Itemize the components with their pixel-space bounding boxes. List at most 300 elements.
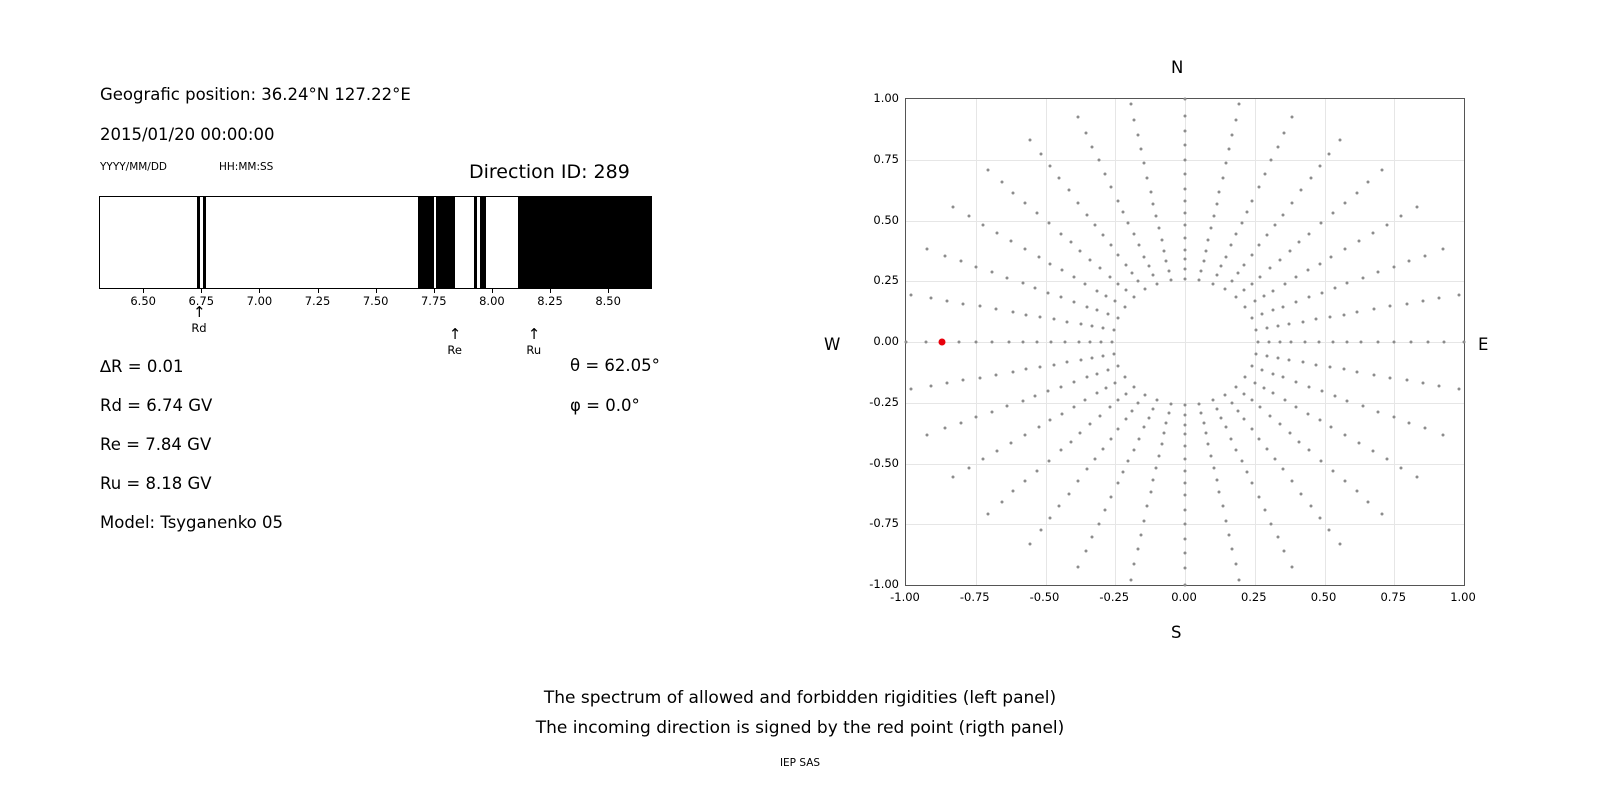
direction-point [1116,365,1119,368]
direction-point [990,271,993,274]
direction-point [1049,262,1052,265]
direction-point [1072,276,1075,279]
direction-point [1315,363,1318,366]
x-axis-tick-label: 0.50 [1310,590,1337,604]
direction-point [1160,238,1163,241]
direction-point [1049,165,1052,168]
rigidity-spectrum-axis [99,289,652,357]
direction-point [1112,353,1115,356]
direction-point [1309,504,1312,507]
direction-point [1343,480,1346,483]
caption-line-1: The spectrum of allowed and forbidden rigidities (left panel) [543,688,1057,708]
x-axis-tick-label: 0.25 [1240,590,1267,604]
direction-point [1157,455,1160,458]
direction-point [1361,405,1364,408]
direction-point [1059,449,1062,452]
direction-point [1184,224,1187,227]
direction-point [1204,250,1207,253]
direction-point [1290,565,1293,568]
direction-point [1346,399,1349,402]
direction-point [1038,315,1041,318]
direction-point [1006,276,1009,279]
direction-point [1235,296,1238,299]
x-axis-tick-label: 0.00 [1171,590,1197,604]
direction-point [1132,233,1135,236]
direction-point [1309,177,1312,180]
direction-point [1220,417,1223,420]
direction-point [1281,376,1284,379]
selected-direction-point[interactable] [939,339,946,346]
direction-point [1244,376,1247,379]
direction-point [1346,282,1349,285]
axis-tick-label: 7.75 [420,294,447,308]
direction-point [1061,269,1064,272]
direction-point [1169,402,1172,405]
direction-point [1059,232,1062,235]
compass-west-label: W [824,335,841,354]
direction-point [1184,552,1187,555]
direction-point [1184,277,1187,280]
direction-point [1281,305,1284,308]
direction-point [1047,222,1050,225]
forbidden-band [518,197,651,288]
direction-point [1110,186,1113,189]
direction-point [1210,455,1213,458]
direction-point [1156,399,1159,402]
direction-point [1307,385,1310,388]
direction-point [1441,248,1444,251]
direction-point [1251,482,1254,485]
direction-point [1287,322,1290,325]
direction-point [1318,419,1321,422]
direction-point [1132,385,1135,388]
direction-point [1143,519,1146,522]
direction-point [1114,300,1117,303]
direction-point [1278,341,1281,344]
direction-point [996,231,999,234]
direction-point [1235,448,1238,451]
direction-point [1010,442,1013,445]
direction-point [1330,255,1333,258]
gridline-horizontal [906,281,1464,282]
direction-point [1116,399,1119,402]
direction-point [1125,417,1128,420]
direction-point [1184,469,1187,472]
direction-point [1228,534,1231,537]
direction-point [1218,190,1221,193]
direction-point [1184,268,1187,271]
direction-point [910,388,913,391]
direction-point [995,308,998,311]
forbidden-band [203,197,206,288]
direction-point [1036,469,1039,472]
direction-point [1238,579,1241,582]
direction-point [1264,509,1267,512]
direction-point [1256,341,1259,344]
direction-point [1184,523,1187,526]
direction-point [1268,414,1271,417]
direction-point [1069,241,1072,244]
direction-point [1422,299,1425,302]
rigidity-spectrum-plot [99,196,652,289]
direction-point [1116,282,1119,285]
direction-point [1264,172,1267,175]
direction-point [1097,159,1100,162]
direction-point [1099,414,1102,417]
direction-point [1077,480,1080,483]
right-panel [800,0,1600,800]
direction-point [986,169,989,172]
direction-point [1024,201,1027,204]
axis-tick-label: 7.25 [304,294,331,308]
direction-point [1099,267,1102,270]
direction-point [968,215,971,218]
direction-point [1443,341,1446,344]
direction-point [1320,459,1323,462]
direction-point [1012,191,1015,194]
direction-point [975,416,978,419]
direction-point [1184,404,1187,407]
direction-point [926,248,929,251]
direction-point [1109,244,1112,247]
direction-point [1116,199,1119,202]
direction-point [1136,548,1139,551]
direction-point [1392,416,1395,419]
direction-point [1251,316,1254,319]
direction-point [1067,189,1070,192]
direction-point [1021,282,1024,285]
direction-point [1216,273,1219,276]
direction-point [1250,427,1253,430]
direction-point [1202,422,1205,425]
direction-point [1318,516,1321,519]
direction-point [1255,328,1258,331]
direction-point [1079,432,1082,435]
direction-point [995,373,998,376]
direction-point [1278,258,1281,261]
theta-value: θ = 62.05° [570,356,660,375]
direction-point [1147,417,1150,420]
direction-point [1156,282,1159,285]
direction-point [1266,448,1269,451]
direction-point [1094,223,1097,226]
direction-point [1415,205,1418,208]
direction-point [1277,357,1280,360]
direction-point [1389,305,1392,308]
direction-point [1318,165,1321,168]
direction-point [1095,289,1098,292]
direction-point [1106,368,1109,371]
direction-point [1122,210,1125,213]
direction-point [1163,431,1166,434]
direction-point [1047,291,1050,294]
direction-point [1021,399,1024,402]
direction-point [1295,276,1298,279]
direction-point [1184,508,1187,511]
direction-point [1294,380,1297,383]
direction-point [958,341,961,344]
direction-point [1235,385,1238,388]
direction-point [1149,491,1152,494]
direction-point [1224,393,1227,396]
direction-point [1216,408,1219,411]
direction-point [1155,467,1158,470]
direction-point [1207,443,1210,446]
direction-point [1307,296,1310,299]
axis-tick-mark [259,289,260,293]
direction-point [1251,199,1254,202]
direction-point [1184,537,1187,540]
direction-point [1288,249,1291,252]
marker-label-ru: Ru [526,343,542,357]
direction-point [1034,394,1037,397]
direction-point [1086,305,1089,308]
direction-point [1221,176,1224,179]
direction-point [1300,492,1303,495]
direction-point [1124,392,1127,395]
date-format-hint: YYYY/MM/DD [100,161,168,173]
direction-point [1143,162,1146,165]
direction-point [1123,305,1126,308]
direction-point [1272,392,1275,395]
direction-point [1408,421,1411,424]
direction-point [1356,311,1359,314]
direction-point [1288,432,1291,435]
direction-point [1298,241,1301,244]
y-axis-tick-label: 0.00 [873,334,899,348]
direction-point [1184,129,1187,132]
direction-point [1129,579,1132,582]
direction-point [1143,426,1146,429]
x-axis-tick-label: 1.00 [1450,590,1476,604]
direction-point [1069,440,1072,443]
direction-point [1298,440,1301,443]
direction-point [1372,308,1375,311]
direction-point [1399,215,1402,218]
direction-point [1270,159,1273,162]
direction-point [1276,536,1279,539]
direction-point [1268,267,1271,270]
direction-point [1320,390,1323,393]
direction-point [1122,471,1125,474]
direction-point [1231,548,1234,551]
direction-point [1224,426,1227,429]
direction-point [1137,280,1140,283]
direction-point [1100,341,1103,344]
direction-point [1184,258,1187,261]
forbidden-band [474,197,477,288]
direction-point [1028,138,1031,141]
direction-point [1006,405,1009,408]
direction-point [1238,102,1241,105]
direction-point [1127,459,1130,462]
direction-point [1377,271,1380,274]
direction-point [1080,359,1083,362]
marker-arrow-rd: ↑ [192,303,206,321]
direction-point [1328,528,1331,531]
direction-point [1129,102,1132,105]
direction-point [1101,355,1104,358]
direction-point [1116,482,1119,485]
direction-point [1267,341,1270,344]
axis-tick-mark [201,289,202,293]
direction-point [1109,275,1112,278]
direction-point [1146,505,1149,508]
direction-point [945,382,948,385]
direction-point [1344,247,1347,250]
direction-point [1109,406,1112,409]
direction-point [1229,437,1232,440]
direction-point [1036,212,1039,215]
direction-point [1137,401,1140,404]
direction-point [1131,272,1134,275]
direction-point [1255,353,1258,356]
direction-point [1331,341,1334,344]
direction-point [1184,566,1187,569]
direction-point [959,260,962,263]
direction-point [910,293,913,296]
direction-point [962,302,965,305]
direction-point [1318,262,1321,265]
direction-point [929,296,932,299]
direction-point [952,205,955,208]
compass-east-label: E [1478,335,1489,354]
direction-point [1200,269,1203,272]
direction-point [1165,422,1168,425]
direction-point [1389,376,1392,379]
forbidden-band [197,197,200,288]
direction-point [1127,222,1130,225]
direction-point [1331,469,1334,472]
direction-point [1184,173,1187,176]
direction-point [1240,222,1243,225]
direction-point [1105,295,1108,298]
direction-point [1072,405,1075,408]
direction-point [1290,341,1293,344]
direction-point [1457,388,1460,391]
direction-point [1457,293,1460,296]
x-axis-tick-label: -0.75 [959,590,990,604]
direction-point [1242,417,1245,420]
time-format-hint: HH:MM:SS [219,161,274,173]
direction-point [1426,341,1429,344]
axis-tick-label: 6.75 [188,294,215,308]
direction-point [1039,153,1042,156]
direction-point [1287,359,1290,362]
direction-point [1328,153,1331,156]
direction-point [974,341,977,344]
direction-point [1258,244,1261,247]
direction-point [1073,301,1076,304]
direction-point [1133,562,1136,565]
direction-point [975,265,978,268]
direction-point [1101,448,1104,451]
direction-point [1039,528,1042,531]
direction-point [1089,258,1092,261]
direction-point [1270,522,1273,525]
direction-point [1000,181,1003,184]
axis-tick-mark [376,289,377,293]
direction-point [1167,269,1170,272]
direction-point [1236,409,1239,412]
direction-point [1049,516,1052,519]
direction-point [1273,223,1276,226]
marker-arrow-re: ↑ [448,325,462,343]
direction-point [1151,273,1154,276]
direction-point [1061,412,1064,415]
direction-point [1329,315,1332,318]
direction-point [1143,288,1146,291]
direction-point [1125,264,1128,267]
direction-point [1022,341,1025,344]
direction-point [1132,296,1135,299]
direction-point [1089,423,1092,426]
direction-point [1079,249,1082,252]
direction-point [1251,365,1254,368]
direction-point [1132,448,1135,451]
direction-point [1136,133,1139,136]
direction-point [982,223,985,226]
direction-point [1167,412,1170,415]
direction-point [1066,320,1069,323]
direction-point [1355,191,1358,194]
direction-point [959,421,962,424]
direction-point [1215,202,1218,205]
direction-point [1230,280,1233,283]
direction-point [1251,282,1254,285]
direction-point [1084,132,1087,135]
direction-point [1084,282,1087,285]
direction-point [1058,504,1061,507]
direction-point [1028,543,1031,546]
direction-point [1377,410,1380,413]
axis-tick-label: 8.50 [595,294,621,308]
direction-point [1315,318,1318,321]
re-value: Re = 7.84 GV [100,435,212,454]
direction-point [1025,313,1028,316]
direction-point [1224,288,1227,291]
y-axis-tick-label: 0.25 [873,273,899,288]
direction-point [1331,212,1334,215]
direction-point [1211,282,1214,285]
direction-point [1245,210,1248,213]
direction-point [1155,214,1158,217]
direction-point [1266,233,1269,236]
direction-point [1355,490,1358,493]
direction-point [1211,399,1214,402]
direction-point [1077,341,1080,344]
direction-point [1151,408,1154,411]
direction-point [1012,490,1015,493]
direction-point [1011,370,1014,373]
direction-point [1086,376,1089,379]
y-axis-tick-label: 0.50 [873,212,899,227]
y-axis-tick-label: -1.00 [869,577,899,591]
direction-point [1243,289,1246,292]
direction-point [1329,366,1332,369]
direction-point [1131,409,1134,412]
rd-value: Rd = 6.74 GV [100,396,213,415]
direction-point [1372,373,1375,376]
direction-point [1342,313,1345,316]
direction-point [1300,189,1303,192]
direction-point [1273,458,1276,461]
direction-id-label: Direction ID: 289 [469,161,630,183]
direction-point [1367,500,1370,503]
direction-point [1320,222,1323,225]
direction-point [996,450,999,453]
axis-tick-mark [143,289,144,293]
